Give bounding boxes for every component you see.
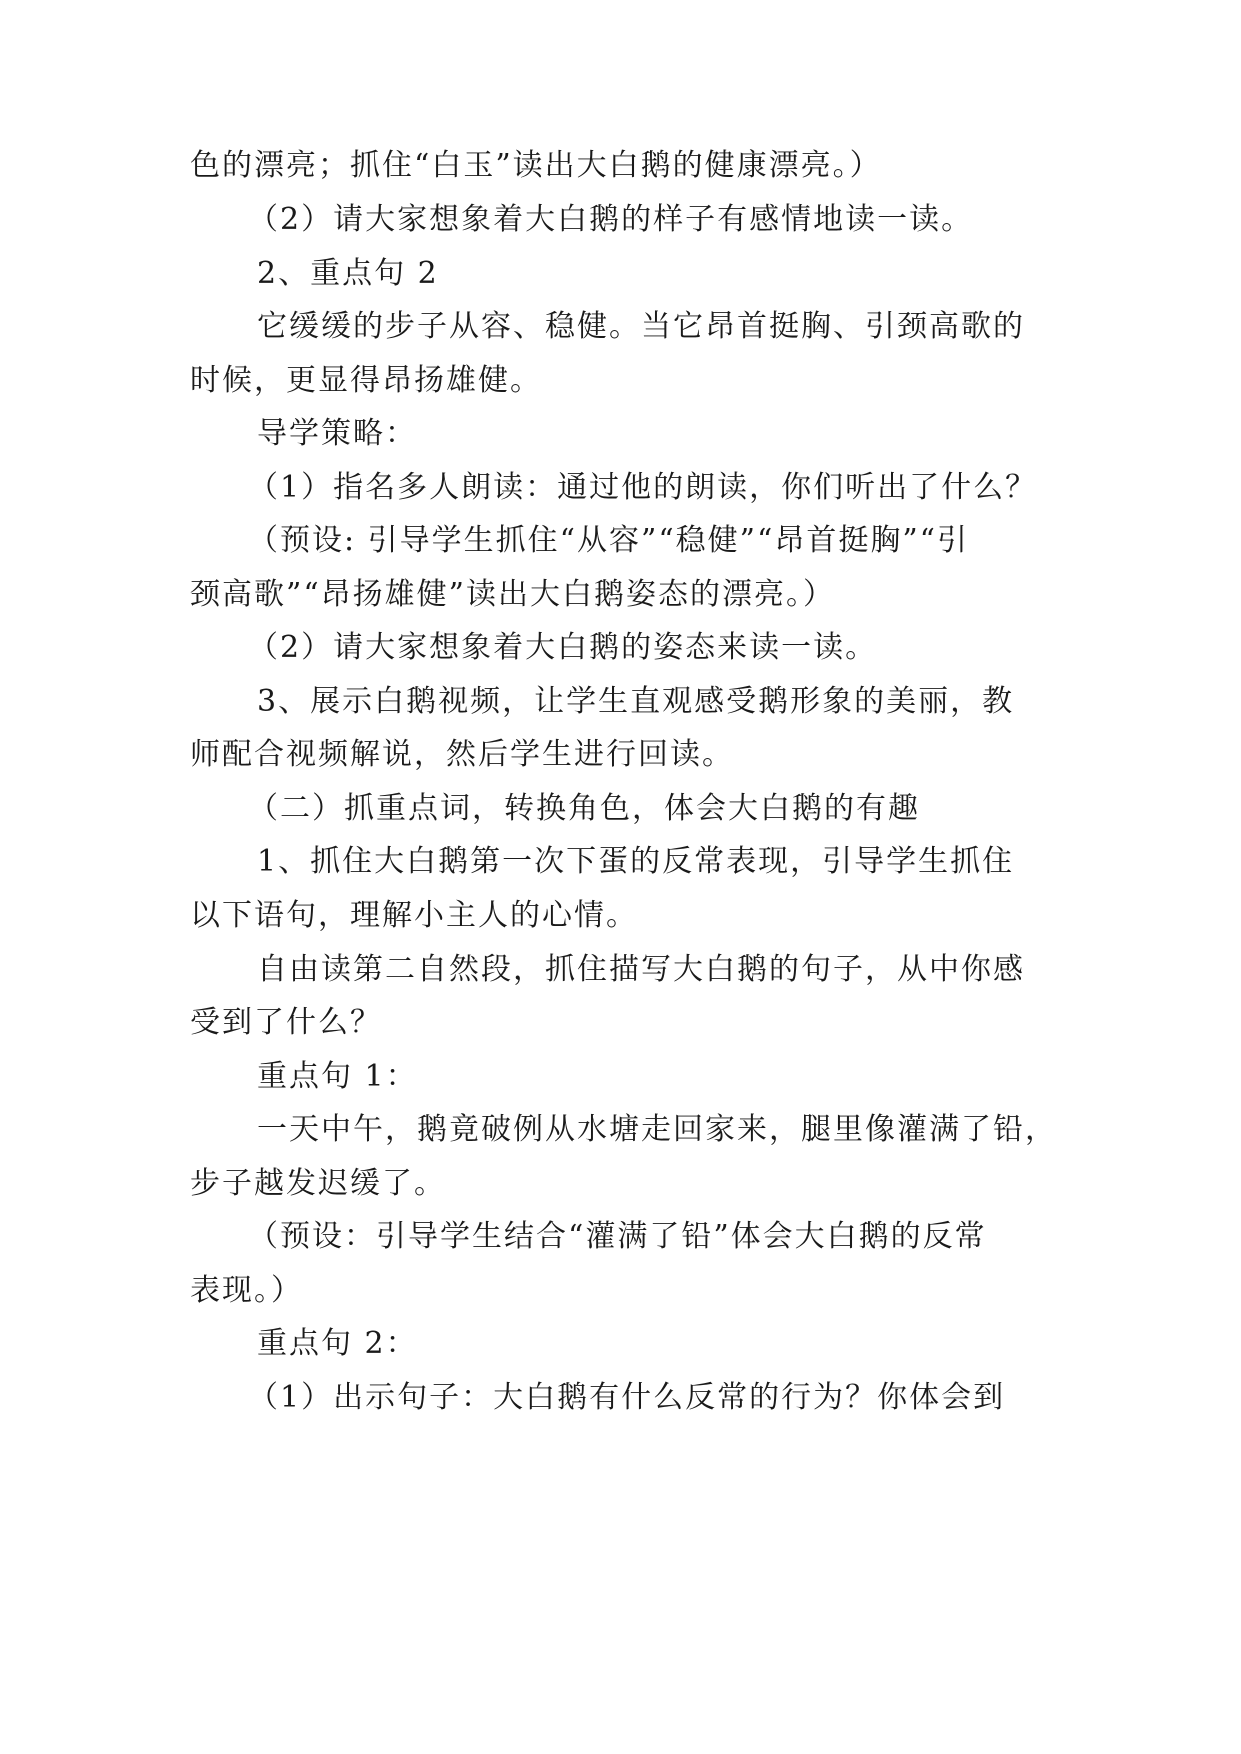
section-heading-key-sentence-2: 2、重点句 2 (257, 256, 439, 291)
text-line-preset: 表现。） (190, 1273, 303, 1308)
section-heading-key-sentence-1: 重点句 1： (257, 1059, 418, 1094)
text-line-item-1: 1、抓住大白鹅第一次下蛋的反常表现，引导学生抓住 (257, 844, 1015, 879)
section-heading-key-sentence-2b: 重点句 2： (257, 1326, 418, 1361)
text-line-free-reading: 受到了什么？ (190, 1005, 382, 1040)
quoted-sentence-line: 时候，更显得昂扬雄健。 (190, 363, 542, 398)
text-line-item-1: 以下语句，理解小主人的心情。 (190, 898, 638, 933)
text-line-preset: （预设：引导学生结合“灌满了铅”体会大白鹅的反常 (248, 1219, 987, 1254)
text-line-step-2-read: （2）请大家想象着大白鹅的样子有感情地读一读。 (248, 202, 974, 237)
text-line-item-3: 3、展示白鹅视频，让学生直观感受鹅形象的美丽，教 (257, 684, 1015, 719)
text-line-preset: 颈高歌”“昂扬雄健”读出大白鹅姿态的漂亮。） (190, 577, 836, 612)
text-line-step-2: （2）请大家想象着大白鹅的姿态来读一读。 (248, 630, 878, 665)
text-line-item-3: 师配合视频解说，然后学生进行回读。 (190, 737, 734, 772)
text-line-step-1b: （1）出示句子：大白鹅有什么反常的行为？你体会到 (248, 1380, 1006, 1415)
text-line-preset: （预设: 引导学生抓住“从容”“稳健”“昂首挺胸”“引 (248, 523, 970, 558)
section-heading-part-2: （二）抓重点词，转换角色，体会大白鹅的有趣 (248, 791, 920, 826)
text-line-free-reading: 自由读第二自然段，抓住描写大白鹅的句子，从中你感 (257, 952, 1025, 987)
quoted-sentence-line: 它缓缓的步子从容、稳健。当它昂首挺胸、引颈高歌的 (257, 309, 1025, 344)
text-line-step-1: （1）指名多人朗读：通过他的朗读，你们听出了什么？ (248, 470, 1038, 505)
quoted-sentence-line: 步子越发迟缓了。 (190, 1166, 446, 1201)
text-line-continuation: 色的漂亮；抓住“白玉”读出大白鹅的健康漂亮。） (190, 148, 882, 183)
quoted-sentence-line: 一天中午，鹅竟破例从水塘走回家来，腿里像灌满了铅， (257, 1112, 1057, 1147)
strategy-heading: 导学策略： (257, 416, 417, 451)
